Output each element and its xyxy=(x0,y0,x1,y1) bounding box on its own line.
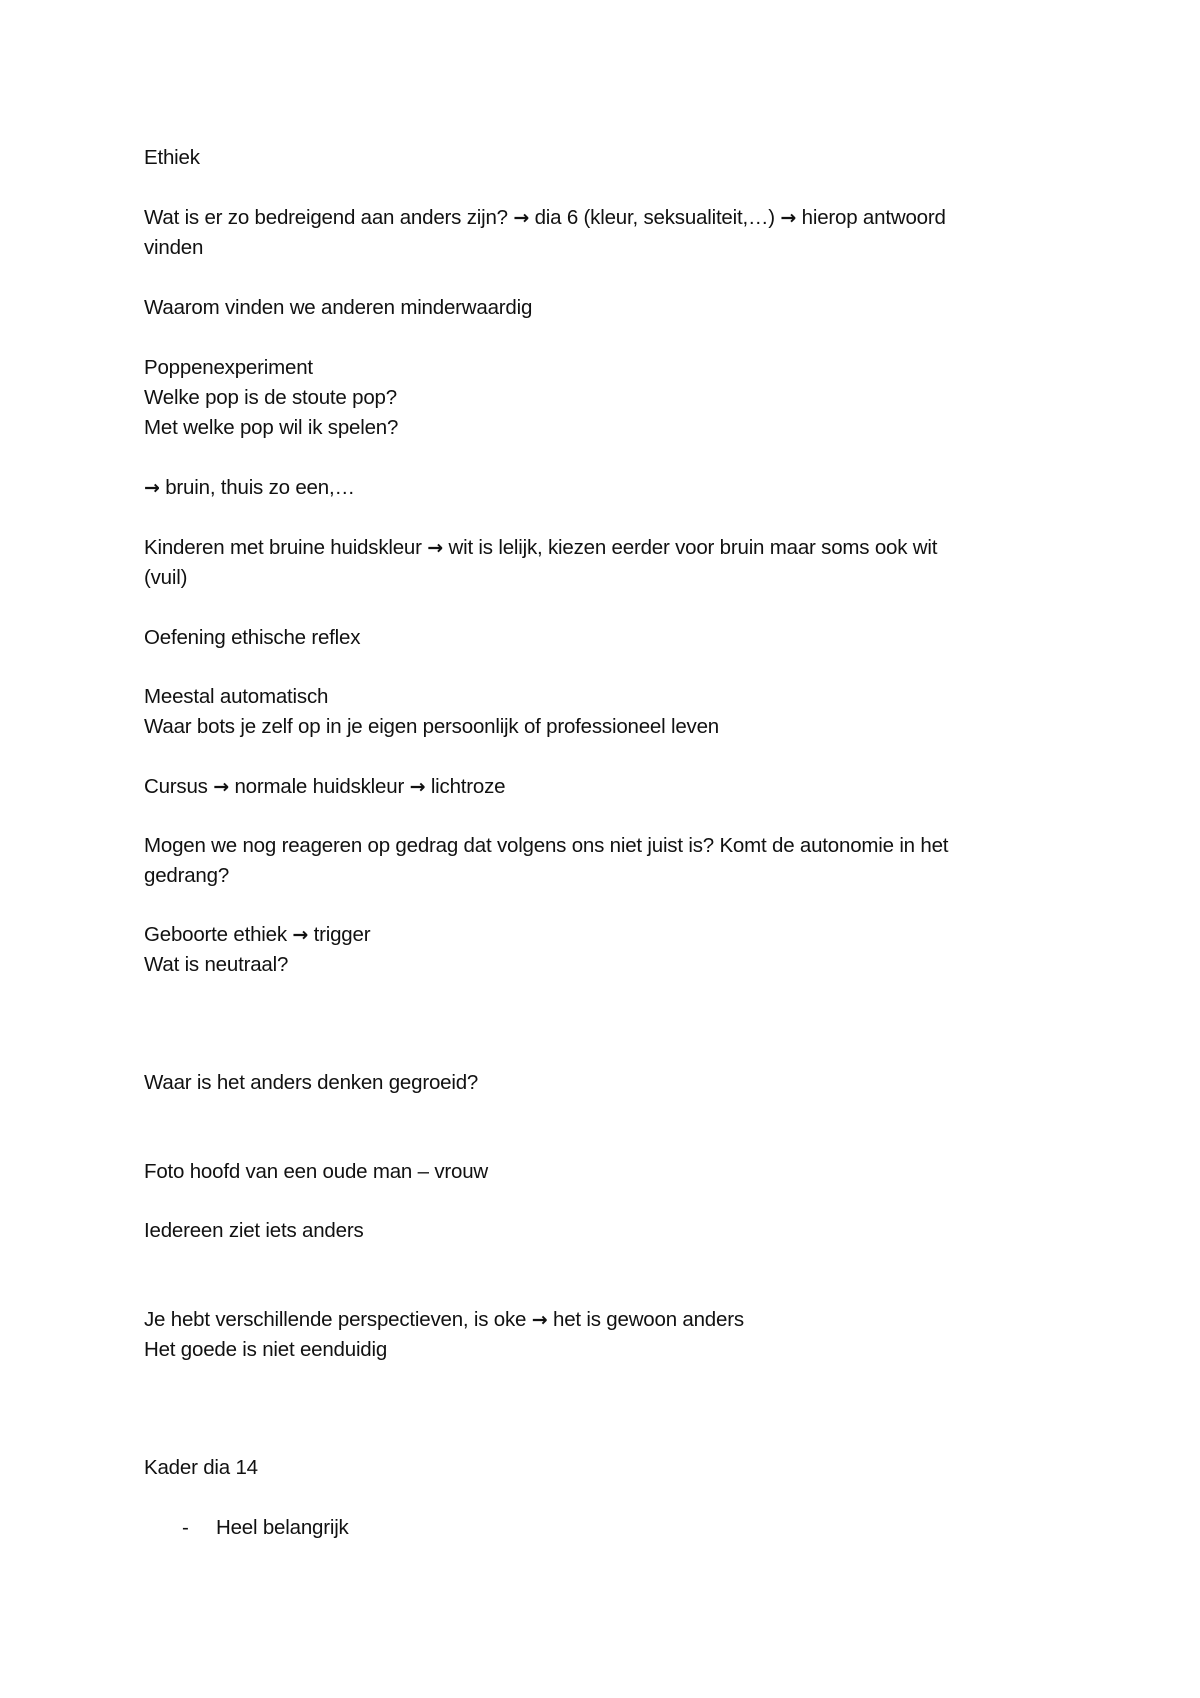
line-22 xyxy=(144,1335,387,1365)
line-23-text: Kader dia 14 xyxy=(144,1456,258,1479)
line-11-text: Meestal automatisch xyxy=(144,685,329,708)
line-20-text: Iedereen ziet iets anders xyxy=(144,1219,364,1242)
line-12 xyxy=(144,712,719,742)
line-22-text: Het goede is niet eenduidig xyxy=(144,1338,388,1361)
line-19 xyxy=(144,1157,488,1187)
line-9-text: (vuil) xyxy=(144,566,188,589)
line-1-text-c: hierop antwoord xyxy=(801,206,946,229)
line-20 xyxy=(144,1216,364,1246)
line-1-text-b: dia 6 (kleur, seksualiteit,…) xyxy=(534,206,775,229)
right-arrow-icon: → xyxy=(531,1309,548,1331)
line-18-text: Waar is het anders denken gegroeid? xyxy=(144,1071,479,1094)
line-14 xyxy=(144,831,948,861)
line-13-text-a: Cursus xyxy=(144,775,208,798)
line-13-text-b: normale huidskleur xyxy=(234,775,405,798)
line-15-text: gedrang? xyxy=(144,864,230,887)
list-item: Heel belangrijk xyxy=(216,1516,349,1539)
right-arrow-icon: → xyxy=(513,207,530,229)
line-21 xyxy=(144,1305,744,1335)
line-21-text-b: het is gewoon anders xyxy=(553,1308,744,1331)
line-6-text: Met welke pop wil ik spelen? xyxy=(144,416,399,439)
right-arrow-icon: → xyxy=(780,207,797,229)
line-11 xyxy=(144,682,328,712)
line-21-text-a: Je hebt verschillende perspectieven, is oke xyxy=(144,1308,527,1331)
right-arrow-icon: → xyxy=(427,537,443,559)
line-13 xyxy=(144,772,505,802)
right-arrow-icon: → xyxy=(144,477,160,499)
line-7-text: bruin, thuis zo een,… xyxy=(165,476,355,499)
line-3-text: Waarom vinden we anderen minderwaardig xyxy=(144,296,533,319)
bullet-marker: - xyxy=(182,1516,189,1539)
line-8-text-b: wit is lelijk, kiezen eerder voor bruin maar soms ook wit xyxy=(448,536,938,559)
line-16-text-b: trigger xyxy=(313,923,371,946)
line-23 xyxy=(144,1453,258,1483)
right-arrow-icon: → xyxy=(409,776,426,798)
line-17 xyxy=(144,950,288,980)
line-2-text: vinden xyxy=(144,236,204,259)
line-1 xyxy=(144,203,946,233)
line-1-text-a: Wat is er zo bedreigend aan anders zijn? xyxy=(144,206,508,229)
line-15 xyxy=(144,861,229,891)
line-3 xyxy=(144,293,532,323)
line-12-text: Waar bots je zelf op in je eigen persoonlijk of professioneel leven xyxy=(144,715,719,738)
line-13-text-c: lichtroze xyxy=(430,775,506,798)
line-5 xyxy=(144,383,397,413)
line-16-text-a: Geboorte ethiek xyxy=(144,923,287,946)
title-text: Ethiek xyxy=(144,146,200,169)
line-8-text-a: Kinderen met bruine huidskleur xyxy=(144,536,422,559)
line-16 xyxy=(144,920,370,950)
line-4-text: Poppenexperiment xyxy=(144,356,313,379)
line-5-text: Welke pop is de stoute pop? xyxy=(144,386,397,409)
line-2 xyxy=(144,233,203,263)
line-17-text: Wat is neutraal? xyxy=(144,953,289,976)
line-18 xyxy=(144,1068,478,1098)
line-4 xyxy=(144,353,313,383)
document-title xyxy=(144,143,200,173)
line-10 xyxy=(144,623,360,653)
line-7 xyxy=(144,473,355,503)
right-arrow-icon: → xyxy=(213,776,229,798)
line-10-text: Oefening ethische reflex xyxy=(144,626,361,649)
line-14-text: Mogen we nog reageren op gedrag dat volgens ons niet juist is? Komt de autonomie in het xyxy=(144,834,949,857)
line-8 xyxy=(144,533,937,563)
line-6 xyxy=(144,413,398,443)
line-19-text: Foto hoofd van een oude man – vrouw xyxy=(144,1160,489,1183)
right-arrow-icon: → xyxy=(292,924,309,946)
line-9 xyxy=(144,563,187,593)
